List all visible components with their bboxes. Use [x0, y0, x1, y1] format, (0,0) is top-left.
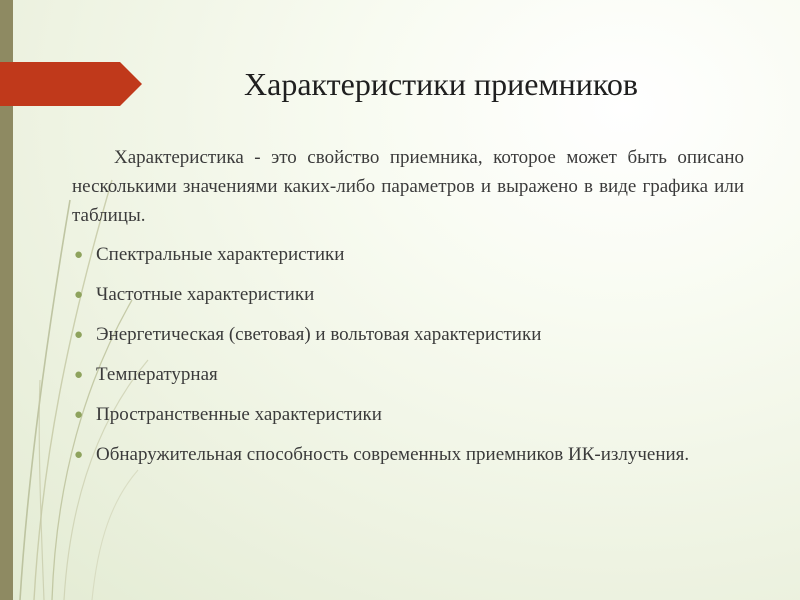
- bullet-text: Частотные характеристики: [96, 284, 315, 305]
- slide-body: [72, 143, 744, 480]
- bullet-dot-icon: ●: [74, 447, 84, 463]
- bullet-item-spectral: [72, 240, 744, 269]
- bullet-dot-icon: ●: [74, 327, 84, 343]
- bullet-item-energy: [72, 320, 744, 349]
- bullet-item-temperature: [72, 360, 744, 389]
- bullet-dot-icon: ●: [74, 287, 84, 303]
- bullet-item-detectivity: [72, 440, 744, 469]
- bullet-text: Температурная: [96, 364, 218, 385]
- bullet-text: Пространственные характеристики: [96, 404, 382, 425]
- bullet-dot-icon: ●: [74, 407, 84, 423]
- bullet-item-spatial: [72, 400, 744, 429]
- bullet-dot-icon: ●: [74, 367, 84, 383]
- bullet-item-frequency: [72, 280, 744, 309]
- bullet-text: Спектральные характеристики: [96, 244, 345, 265]
- title-accent-arrow: [0, 62, 142, 106]
- bullet-text: Обнаружительная способность современных приемников ИК-излучения.: [96, 444, 690, 465]
- bullet-list: [72, 240, 744, 469]
- bullet-text: Энергетическая (световая) и вольтовая характеристики: [96, 324, 542, 345]
- slide-title: Характеристики приемников: [244, 66, 638, 102]
- intro-paragraph: Характеристика - это свойство приемника, которое может быть описано несколькими значениями каких-либо параметров и выражено в виде графика или таблицы.: [72, 147, 744, 226]
- bullet-dot-icon: ●: [74, 247, 84, 263]
